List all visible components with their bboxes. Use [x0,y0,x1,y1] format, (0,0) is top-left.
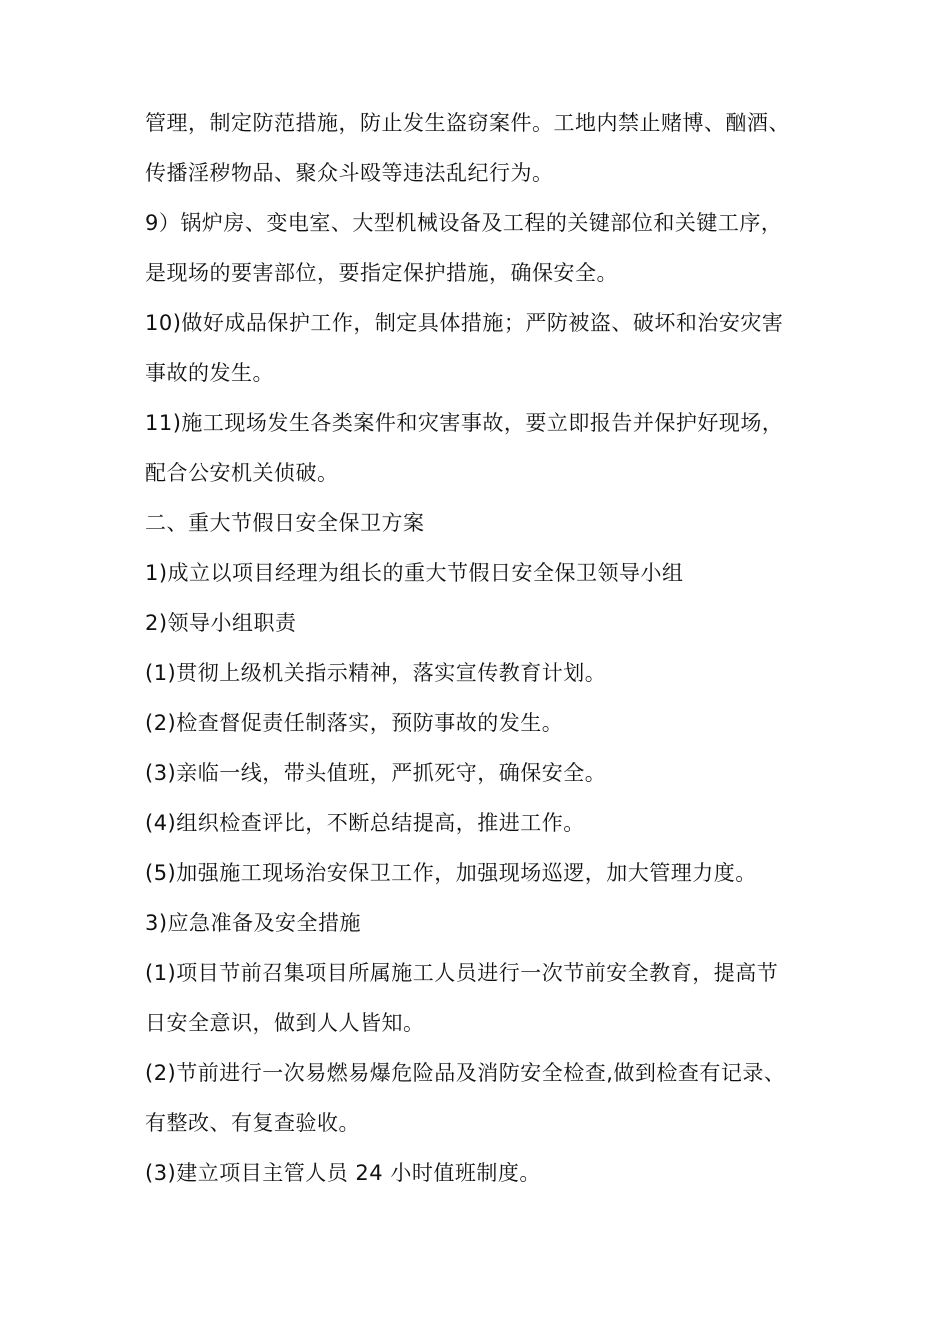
text-line: 10)做好成品保护工作，制定具体措施；严防被盗、破坏和治安灾害 [145,311,784,335]
text-line: (2)检查督促责任制落实，预防事故的发生。 [145,711,564,735]
text-line: 9）锅炉房、变电室、大型机械设备及工程的关键部位和关键工序， [145,211,783,235]
text-line: (1)贯彻上级机关指示精神，落实宣传教育计划。 [145,661,607,685]
text-line: (1)项目节前召集项目所属施工人员进行一次节前安全教育，提高节 [145,961,779,985]
text-line: (3)亲临一线，带头值班，严抓死守，确保安全。 [145,761,607,785]
text-line: 有整改、有复查验收。 [145,1111,360,1135]
text-line: 11)施工现场发生各类案件和灾害事故，要立即报告并保护好现场， [145,411,784,435]
text-line: 事故的发生。 [145,361,274,385]
text-line: (2)节前进行一次易燃易爆危险品及消防安全检查,做到检查有记录、 [145,1061,786,1085]
text-line: 是现场的要害部位，要指定保护措施，确保安全。 [145,261,618,285]
text-line: 日安全意识，做到人人皆知。 [145,1011,425,1035]
text-line: 管理，制定防范措施，防止发生盗窃案件。工地内禁止赌博、酗酒、 [145,111,790,135]
text-line: 1)成立以项目经理为组长的重大节假日安全保卫领导小组 [145,561,684,585]
document-body [145,98,825,1198]
text-line: 3)应急准备及安全措施 [145,911,362,935]
text-line: 2)领导小组职责 [145,611,297,635]
text-line: (5)加强施工现场治安保卫工作，加强现场巡逻，加大管理力度。 [145,861,757,885]
text-line: 传播淫秽物品、聚众斗殴等违法乱纪行为。 [145,161,554,185]
text-line: (4)组织检查评比，不断总结提高，推进工作。 [145,811,585,835]
text-line: 配合公安机关侦破。 [145,461,339,485]
section-heading: 二、重大节假日安全保卫方案 [145,511,425,535]
text-line: (3)建立项目主管人员 24 小时值班制度。 [145,1161,541,1185]
